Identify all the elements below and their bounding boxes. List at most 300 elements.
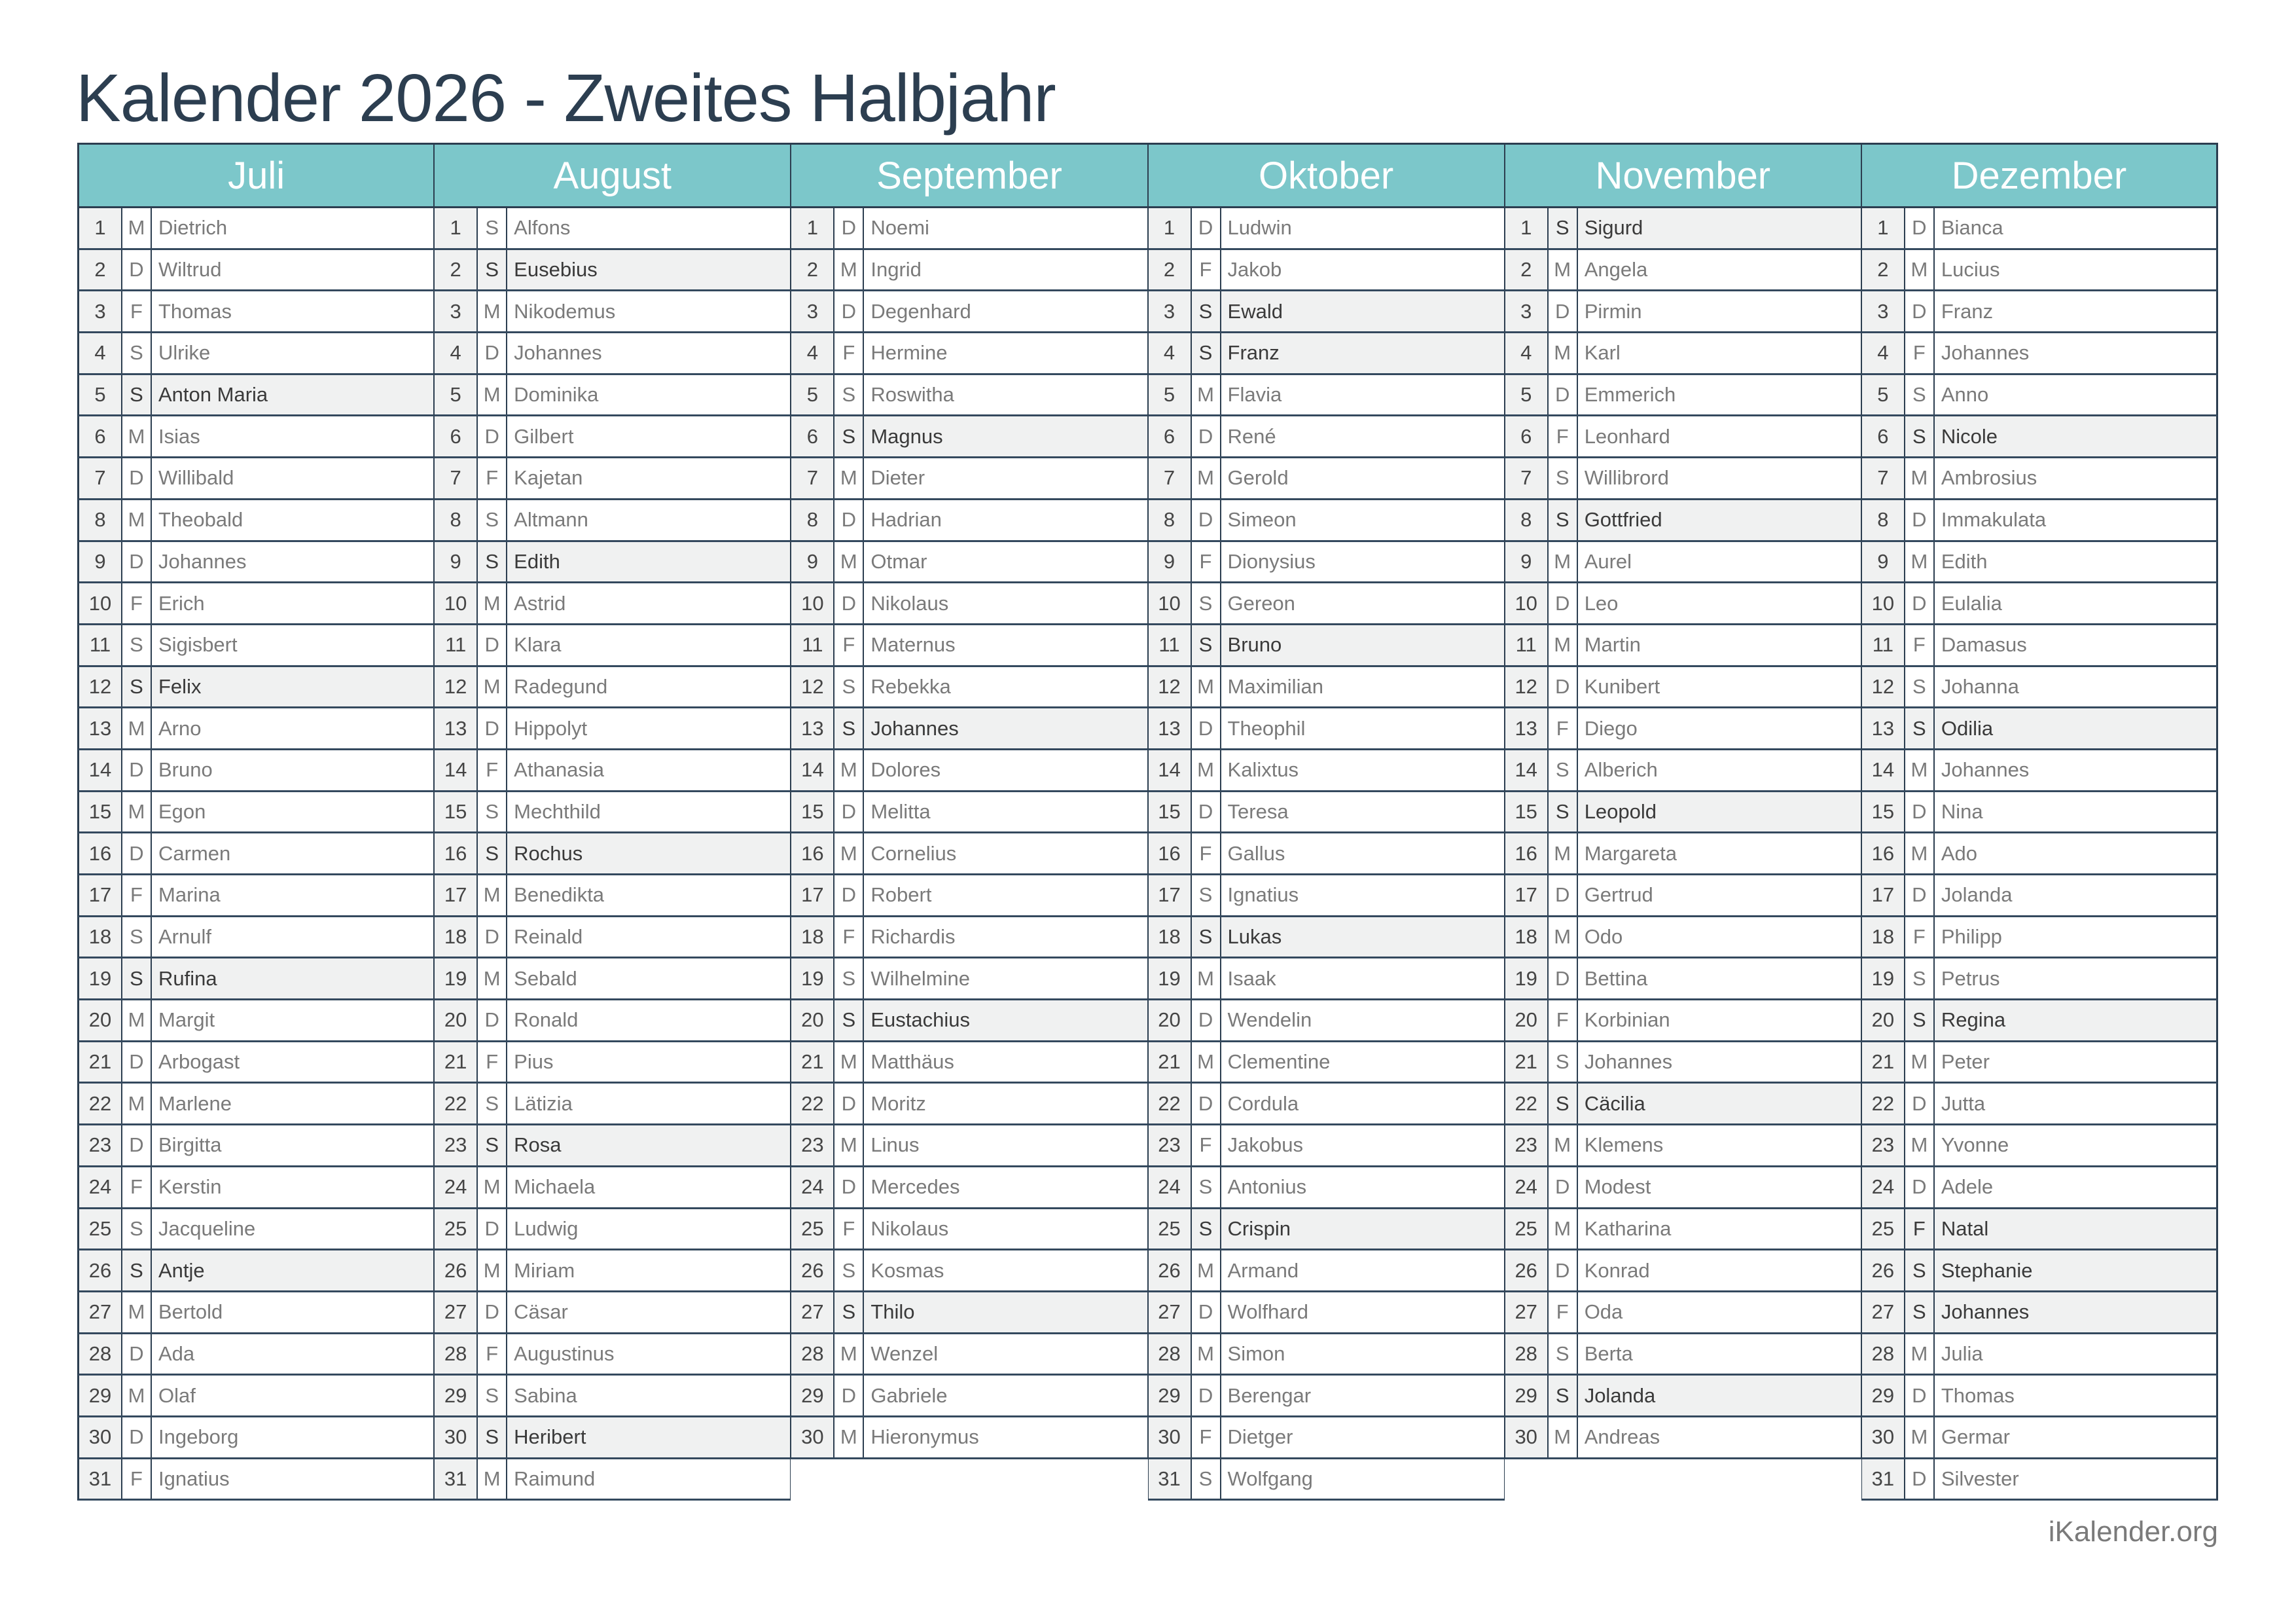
day-row (1505, 625, 1861, 667)
name-day: Nikolaus (870, 1216, 949, 1240)
day-number: 7 (435, 458, 478, 498)
day-row (434, 1125, 791, 1167)
name-day: Jutta (1941, 1091, 1986, 1115)
weekday-letter: M (1905, 750, 1935, 790)
day-row (1861, 1042, 2218, 1084)
day-number: 10 (435, 583, 478, 623)
day-row (1148, 625, 1505, 667)
weekday-letter: D (478, 1292, 507, 1332)
day-number: 18 (1149, 917, 1192, 957)
weekday-letter: D (834, 208, 864, 248)
day-number: 5 (435, 375, 478, 415)
day-row (77, 458, 434, 500)
weekday-letter: M (1192, 1250, 1221, 1290)
weekday-letter: D (478, 625, 507, 665)
day-row (1505, 1125, 1861, 1167)
day-row (1148, 750, 1505, 792)
day-number: 2 (1149, 250, 1192, 290)
name-day: Pius (514, 1050, 554, 1074)
weekday-letter: S (478, 208, 507, 248)
day-number: 17 (791, 875, 834, 915)
day-number: 26 (1149, 1250, 1192, 1290)
weekday-letter: S (122, 958, 152, 998)
day-number: 31 (79, 1459, 122, 1499)
name-day: Regina (1935, 1000, 2216, 1040)
name-day: Johannes (864, 708, 1147, 748)
name-day: Kajetan (514, 466, 583, 490)
day-row (77, 750, 434, 792)
weekday-letter: S (1549, 458, 1578, 498)
name-day: Nikodemus (514, 299, 616, 323)
day-row (1505, 667, 1861, 709)
day-number: 12 (791, 667, 834, 707)
weekday-letter: S (1192, 625, 1221, 665)
day-number: 23 (791, 1125, 834, 1165)
name-day: Augustinus (514, 1341, 615, 1365)
weekday-letter: S (478, 1125, 507, 1165)
day-number: 8 (1149, 500, 1192, 540)
day-row (1148, 291, 1505, 333)
name-day: Athanasia (514, 758, 605, 782)
day-number: 6 (79, 416, 122, 456)
day-row (1148, 416, 1505, 458)
weekday-letter: D (1549, 291, 1578, 331)
name-day: Johannes (514, 341, 602, 365)
day-number: 4 (1505, 333, 1549, 373)
day-row (791, 291, 1147, 333)
day-row (1505, 958, 1861, 1000)
name-day: Lukas (1221, 917, 1504, 957)
day-number: 13 (1862, 708, 1905, 748)
day-number: 3 (79, 291, 122, 331)
name-day: Rufina (152, 958, 433, 998)
day-number: 15 (79, 792, 122, 832)
day-number: 28 (1505, 1334, 1549, 1374)
weekday-letter: S (1549, 1376, 1578, 1415)
weekday-letter: D (834, 1376, 864, 1415)
day-number: 29 (791, 1376, 834, 1415)
weekday-letter: F (1905, 333, 1935, 373)
month-column-september (791, 143, 1147, 1501)
day-row (791, 1125, 1147, 1167)
name-day: Teresa (1227, 799, 1289, 823)
name-day: René (1227, 424, 1276, 448)
day-row (1861, 500, 2218, 542)
name-day: Berengar (1227, 1383, 1312, 1407)
name-day: Petrus (1941, 966, 2000, 990)
weekday-letter: M (122, 1292, 152, 1332)
name-day: Johannes (1584, 1050, 1673, 1074)
name-day: Dieter (870, 466, 925, 490)
name-day: Kerstin (158, 1175, 222, 1199)
day-row (1861, 250, 2218, 292)
name-day: Marina (158, 883, 221, 907)
weekday-letter: D (1192, 1000, 1221, 1040)
day-number: 26 (79, 1250, 122, 1290)
weekday-letter: D (122, 250, 152, 290)
weekday-letter: D (1905, 1084, 1935, 1123)
name-day: Johanna (1941, 674, 2019, 698)
day-row (791, 1250, 1147, 1292)
day-row (1148, 667, 1505, 709)
day-number: 30 (1149, 1417, 1192, 1457)
weekday-letter: S (1549, 750, 1578, 790)
day-number: 23 (1505, 1125, 1549, 1165)
weekday-letter: S (1192, 583, 1221, 623)
name-day: Mercedes (870, 1175, 960, 1199)
name-day: Gottfried (1578, 500, 1861, 540)
day-row (791, 333, 1147, 375)
day-row (1861, 1209, 2218, 1251)
name-day: Ulrike (158, 341, 211, 365)
day-number: 11 (79, 625, 122, 665)
day-row (1505, 1417, 1861, 1459)
day-row (1148, 833, 1505, 875)
name-day: Anno (1941, 383, 1989, 407)
weekday-letter: S (478, 833, 507, 873)
name-day: Leopold (1578, 792, 1861, 832)
day-row (1505, 833, 1861, 875)
day-number: 20 (791, 1000, 834, 1040)
day-row (1148, 1042, 1505, 1084)
name-day: Cornelius (870, 841, 957, 865)
day-number: 9 (1862, 542, 1905, 582)
day-row (434, 458, 791, 500)
weekday-letter: M (1549, 1417, 1578, 1457)
day-row (1861, 708, 2218, 750)
name-day: Ingeborg (158, 1425, 239, 1449)
day-row (1148, 1000, 1505, 1042)
page-title: Kalender 2026 - Zweites Halbjahr (76, 60, 1056, 136)
name-day: Arno (158, 716, 202, 740)
day-row (1861, 1459, 2218, 1501)
weekday-letter: F (1905, 917, 1935, 957)
weekday-letter: S (122, 1209, 152, 1249)
month-column-august (434, 143, 791, 1501)
weekday-letter: D (1192, 1292, 1221, 1332)
day-number: 28 (435, 1334, 478, 1374)
day-number: 13 (1149, 708, 1192, 748)
day-number: 1 (791, 208, 834, 248)
day-row (77, 1417, 434, 1459)
day-row (1861, 958, 2218, 1000)
day-row (1148, 208, 1505, 250)
day-row (791, 375, 1147, 417)
weekday-letter: S (834, 416, 864, 456)
day-number: 8 (79, 500, 122, 540)
weekday-letter: M (1549, 625, 1578, 665)
name-day: Angela (1584, 258, 1648, 282)
day-row (434, 917, 791, 959)
day-number: 3 (1149, 291, 1192, 331)
weekday-letter: S (1905, 1000, 1935, 1040)
name-day: Immakulata (1941, 508, 2047, 532)
weekday-letter: S (1905, 708, 1935, 748)
day-number: 24 (1862, 1167, 1905, 1207)
weekday-letter: M (478, 1167, 507, 1207)
day-number: 19 (791, 958, 834, 998)
name-day: Peter (1941, 1050, 1990, 1074)
day-row (77, 792, 434, 834)
weekday-letter: S (478, 250, 507, 290)
name-day: Ewald (1221, 291, 1504, 331)
day-number: 3 (1862, 291, 1905, 331)
name-day: Thomas (158, 299, 232, 323)
day-row (434, 250, 791, 292)
weekday-letter: M (1549, 917, 1578, 957)
name-day: Jacqueline (158, 1216, 256, 1240)
day-row (434, 1042, 791, 1084)
day-row (77, 250, 434, 292)
weekday-letter: S (478, 1084, 507, 1123)
weekday-letter: S (1549, 500, 1578, 540)
name-day: Johannes (1941, 758, 2030, 782)
day-number: 9 (1149, 542, 1192, 582)
day-row (1861, 667, 2218, 709)
weekday-letter: D (1905, 1459, 1935, 1499)
weekday-letter: M (1192, 667, 1221, 707)
name-day: Andreas (1584, 1425, 1660, 1449)
weekday-letter: D (834, 1167, 864, 1207)
name-day: Hieronymus (870, 1425, 979, 1449)
weekday-letter: S (834, 708, 864, 748)
name-day: Egon (158, 799, 206, 823)
day-number: 14 (791, 750, 834, 790)
day-row (434, 667, 791, 709)
day-row (1861, 1167, 2218, 1209)
day-row (1861, 875, 2218, 917)
day-number: 13 (791, 708, 834, 748)
weekday-letter: M (122, 1000, 152, 1040)
day-number: 22 (1505, 1084, 1549, 1123)
day-number: 25 (791, 1209, 834, 1249)
day-number: 27 (1505, 1292, 1549, 1332)
name-day: Magnus (864, 416, 1147, 456)
name-day: Sigurd (1578, 208, 1861, 248)
name-day: Sebald (514, 966, 577, 990)
name-day: Cordula (1227, 1091, 1299, 1115)
weekday-letter: D (834, 875, 864, 915)
day-row (791, 1000, 1147, 1042)
day-row (1148, 792, 1505, 834)
day-number: 30 (791, 1417, 834, 1457)
name-day: Bettina (1584, 966, 1648, 990)
weekday-letter: S (1549, 792, 1578, 832)
day-row (1148, 458, 1505, 500)
weekday-letter: M (834, 542, 864, 582)
weekday-letter: M (478, 583, 507, 623)
day-number: 15 (1149, 792, 1192, 832)
name-day: Benedikta (514, 883, 605, 907)
day-number: 18 (79, 917, 122, 957)
name-day: Maternus (870, 633, 956, 657)
day-number: 15 (1505, 792, 1549, 832)
name-day: Matthäus (870, 1050, 954, 1074)
day-row (791, 1376, 1147, 1417)
day-number: 29 (1505, 1376, 1549, 1415)
day-number: 28 (1862, 1334, 1905, 1374)
day-number: 13 (1505, 708, 1549, 748)
weekday-letter: D (122, 1417, 152, 1457)
day-list (77, 208, 434, 1501)
day-number: 12 (1862, 667, 1905, 707)
weekday-letter: S (478, 792, 507, 832)
day-row (1505, 1000, 1861, 1042)
day-row (77, 1125, 434, 1167)
day-row (434, 542, 791, 584)
weekday-letter: D (122, 750, 152, 790)
day-number: 21 (1862, 1042, 1905, 1082)
day-number: 1 (1505, 208, 1549, 248)
day-number: 9 (791, 542, 834, 582)
day-number: 24 (1505, 1167, 1549, 1207)
weekday-letter: D (834, 792, 864, 832)
day-row (1861, 917, 2218, 959)
weekday-letter: S (1905, 1292, 1935, 1332)
day-row (1148, 1417, 1505, 1459)
day-row (77, 833, 434, 875)
day-number: 23 (435, 1125, 478, 1165)
name-day: Adele (1941, 1175, 1994, 1199)
name-day: Theophil (1227, 716, 1306, 740)
day-number: 20 (435, 1000, 478, 1040)
day-number: 7 (1149, 458, 1192, 498)
name-day: Ludwin (1227, 216, 1292, 240)
name-day: Gilbert (514, 424, 574, 448)
name-day: Astrid (514, 591, 566, 615)
name-day: Thomas (1941, 1383, 2015, 1407)
day-number: 8 (1505, 500, 1549, 540)
day-row (77, 1000, 434, 1042)
name-day: Anton Maria (152, 375, 433, 415)
weekday-letter: M (834, 1042, 864, 1082)
name-day: Hermine (870, 341, 948, 365)
month-header: November (1505, 143, 1861, 208)
day-row (434, 1000, 791, 1042)
day-number: 26 (791, 1250, 834, 1290)
name-day: Bertold (158, 1300, 223, 1324)
name-day: Antje (152, 1250, 433, 1290)
weekday-letter: M (122, 416, 152, 456)
name-day: Katharina (1584, 1216, 1672, 1240)
half-year-calendar (77, 143, 2218, 1501)
name-day: Radegund (514, 674, 608, 698)
day-row (434, 291, 791, 333)
weekday-letter: M (122, 1084, 152, 1123)
day-row (77, 625, 434, 667)
day-row (791, 1042, 1147, 1084)
name-day: Dominika (514, 383, 599, 407)
weekday-letter: M (478, 1250, 507, 1290)
weekday-letter: F (478, 1042, 507, 1082)
name-day: Rochus (507, 833, 790, 873)
day-number: 30 (79, 1417, 122, 1457)
month-column-oktober (1148, 143, 1505, 1501)
name-day: Berta (1584, 1341, 1633, 1365)
name-day: Clementine (1227, 1050, 1331, 1074)
name-day: Antonius (1227, 1175, 1307, 1199)
day-row (791, 1167, 1147, 1209)
day-number: 26 (1505, 1250, 1549, 1290)
day-number: 16 (435, 833, 478, 873)
day-row (77, 1376, 434, 1417)
day-number: 4 (435, 333, 478, 373)
day-number: 8 (1862, 500, 1905, 540)
day-row (791, 1084, 1147, 1125)
name-day: Silvester (1941, 1467, 2019, 1490)
name-day: Margareta (1584, 841, 1677, 865)
day-row (77, 958, 434, 1000)
weekday-letter: F (1549, 416, 1578, 456)
day-row (434, 1250, 791, 1292)
day-row (1505, 1292, 1861, 1334)
day-number: 25 (79, 1209, 122, 1249)
day-row (1505, 542, 1861, 584)
name-day: Ada (158, 1341, 195, 1365)
weekday-letter: S (1192, 917, 1221, 957)
day-number: 9 (435, 542, 478, 582)
weekday-letter: D (1549, 583, 1578, 623)
name-day: Nicole (1935, 416, 2216, 456)
day-row (1861, 625, 2218, 667)
weekday-letter: S (834, 667, 864, 707)
day-row (791, 208, 1147, 250)
day-number: 14 (1862, 750, 1905, 790)
day-row (1861, 583, 2218, 625)
day-number: 19 (435, 958, 478, 998)
weekday-letter: M (1192, 958, 1221, 998)
weekday-letter: F (1192, 833, 1221, 873)
day-number: 6 (1149, 416, 1192, 456)
name-day: Gereon (1227, 591, 1295, 615)
day-number: 2 (435, 250, 478, 290)
weekday-letter: D (1192, 708, 1221, 748)
name-day: Noemi (870, 216, 929, 240)
day-row (434, 500, 791, 542)
day-row (791, 750, 1147, 792)
weekday-letter: M (1192, 375, 1221, 415)
weekday-letter: D (1905, 1376, 1935, 1415)
weekday-letter: D (1549, 375, 1578, 415)
day-row (1861, 1417, 2218, 1459)
name-day: Martin (1584, 633, 1641, 657)
day-row (1861, 1000, 2218, 1042)
weekday-letter: M (1549, 250, 1578, 290)
day-number: 17 (435, 875, 478, 915)
name-day: Odilia (1935, 708, 2216, 748)
day-row (1505, 250, 1861, 292)
day-row (1861, 458, 2218, 500)
weekday-letter: D (834, 291, 864, 331)
day-number: 19 (1505, 958, 1549, 998)
day-number: 21 (791, 1042, 834, 1082)
name-day: Johannes (1941, 341, 2030, 365)
day-row (434, 708, 791, 750)
weekday-letter: M (1549, 1209, 1578, 1249)
day-row (1505, 1042, 1861, 1084)
name-day: Kunibert (1584, 674, 1660, 698)
day-number: 19 (1149, 958, 1192, 998)
day-number: 2 (1505, 250, 1549, 290)
day-number: 24 (1149, 1167, 1192, 1207)
day-row (434, 1292, 791, 1334)
day-row (434, 875, 791, 917)
day-number: 21 (1505, 1042, 1549, 1082)
day-number: 20 (1149, 1000, 1192, 1040)
month-header: Oktober (1148, 143, 1505, 208)
day-number: 2 (1862, 250, 1905, 290)
weekday-letter: D (834, 583, 864, 623)
